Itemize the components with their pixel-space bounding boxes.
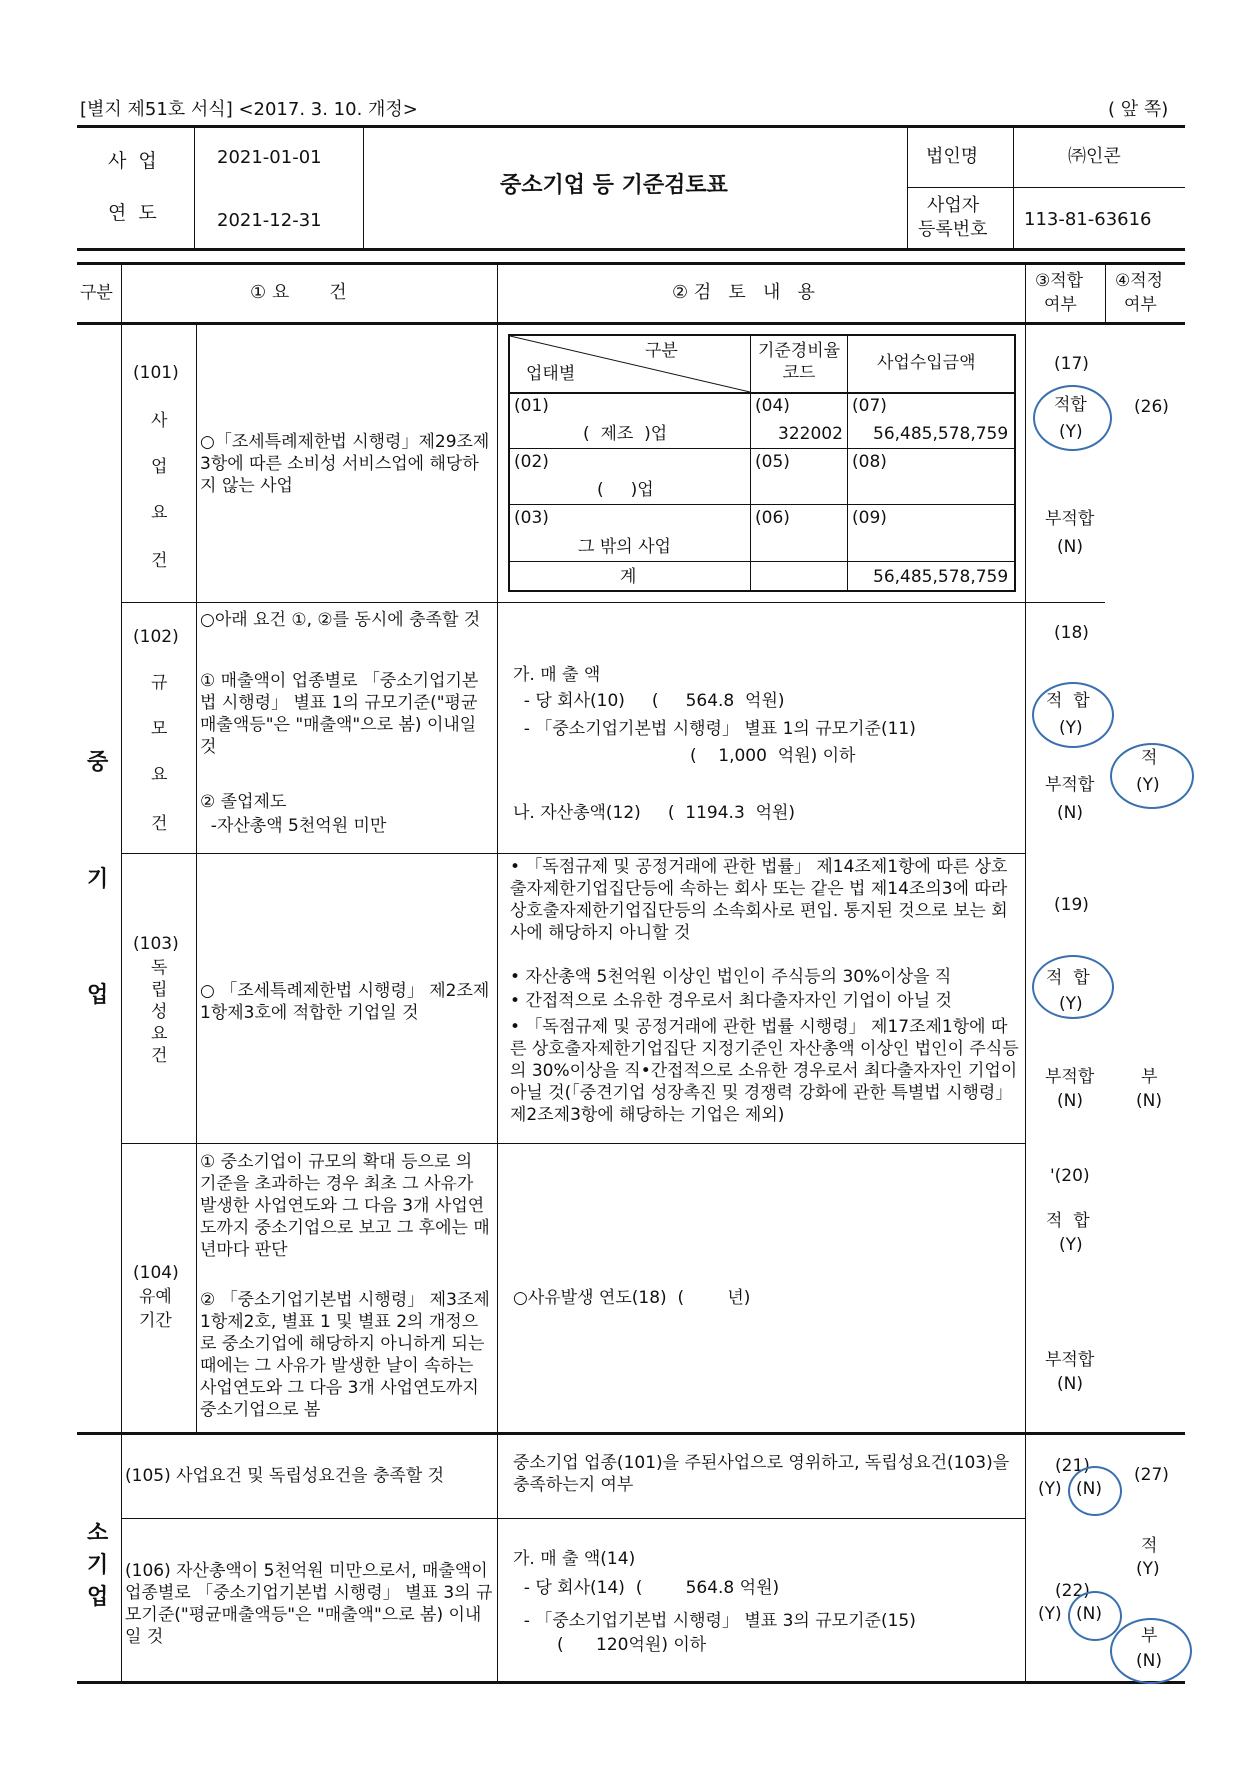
- r103-proper-no: 부: [1141, 1067, 1158, 1087]
- r102-req-1: ○아래 요건 ①, ②를 동시에 충족할 것: [200, 610, 481, 630]
- r103-fit-no-n: (N): [1057, 1091, 1083, 1111]
- r105-fit-y: (Y): [1038, 1479, 1062, 1499]
- table-bottom-rule: [77, 1681, 1185, 1684]
- r106-fit-y: (Y): [1038, 1604, 1062, 1624]
- col-requirement: ① 요 건: [250, 282, 347, 303]
- r103-name-2: 립: [151, 980, 168, 1000]
- r105-fit-code: (21): [1055, 1456, 1090, 1476]
- divider: [1025, 264, 1026, 1681]
- r103-name-3: 성: [151, 1002, 168, 1022]
- r104-name-2: 기간: [139, 1311, 172, 1331]
- page-side: ( 앞 쪽): [1108, 99, 1169, 120]
- divider: [907, 187, 1185, 188]
- r103-review-4: • 「독점규제 및 공정거래에 관한 법률 시행령」 제17조제1항에 따른 상호출자제한기업집단 지정기준인 자산총액 이상인 법인이 주식등의 30%이상을 직•간접적으로 소유한 경우로서 최다출자자인 기업이 아닐 것(「중견기업 성장촉진 및 경쟁력 강화에 관한 특별법 시행령」 제2조제3항에 해당하는 기업은 제외): [510, 1017, 1019, 1125]
- divider: [363, 127, 364, 248]
- r103-name-5: 건: [151, 1046, 168, 1066]
- r102-review-3: - 「중소기업기본법 시행령」 별표 1의 규모기준(11): [513, 719, 916, 739]
- r106-review-4: ( 120억원) 이하: [557, 1635, 707, 1655]
- r101-total-amount: 56,485,578,759: [873, 567, 1009, 587]
- r106-review-1: 가. 매 출 액(14): [513, 1549, 636, 1569]
- r102-fit-code: (18): [1054, 623, 1089, 643]
- r105-requirement: (105) 사업요건 및 독립성요건을 충족할 것: [125, 1466, 445, 1486]
- divider: [1105, 264, 1106, 324]
- biz-no-label-2: 등록번호: [918, 219, 988, 240]
- section-sme-1: 중: [87, 750, 109, 775]
- r102-name-2: 모: [151, 719, 168, 739]
- r101-fit-yes: 적합: [1054, 395, 1087, 415]
- r106-proper-yes-y: (Y): [1136, 1559, 1160, 1579]
- r101-name-1: 사: [151, 411, 168, 431]
- col-fit-1: ③적합: [1035, 271, 1084, 291]
- r104-fit-code: '(20): [1050, 1166, 1090, 1186]
- r105-proper-code: (27): [1134, 1465, 1169, 1485]
- page-title: 중소기업 등 기준검토표: [500, 173, 728, 198]
- r106-proper-yes: 적: [1141, 1536, 1158, 1556]
- divider: [510, 504, 1014, 505]
- r103-name-1: 독: [151, 958, 168, 978]
- r103-review-area: [502, 856, 1022, 1141]
- r101-row3-code-no: (06): [755, 508, 790, 528]
- r101-requirement: ○「조세특례제한법 시행령」제29조제3항에 따른 소비성 서비스업에 해당하지 않는 사업: [200, 432, 490, 496]
- r101-row1-amount: 56,485,578,759: [873, 424, 1009, 444]
- col-fit-2: 여부: [1044, 295, 1077, 315]
- r102-code: (102): [133, 627, 179, 647]
- divider: [847, 336, 848, 590]
- r104-code: (104): [133, 1263, 179, 1283]
- divider: [510, 561, 1014, 562]
- divider: [77, 1432, 1185, 1435]
- r101-fit-yes-y: (Y): [1059, 422, 1083, 442]
- corp-name-label: 법인명: [926, 146, 979, 167]
- r106-review-2: - 당 회사(14) ( 564.8 억원): [513, 1578, 780, 1598]
- r105-fit-selected-mark: [1068, 1466, 1122, 1516]
- col-proper-2: 여부: [1124, 295, 1157, 315]
- r101-total-label: 계: [620, 567, 637, 587]
- section-sme-2: 기: [87, 867, 109, 892]
- r102-req-3a: ② 졸업제도: [200, 792, 287, 812]
- divider: [121, 264, 122, 1681]
- col-review: ② 검 토 내 용: [672, 282, 815, 303]
- r102-fit-no-n: (N): [1057, 803, 1083, 823]
- divider: [121, 602, 1105, 603]
- r101-row1-code: 322002: [778, 424, 843, 444]
- r102-proper-yes-y: (Y): [1136, 775, 1160, 795]
- col-proper-1: ④적정: [1115, 271, 1164, 291]
- r102-name-1: 규: [151, 673, 168, 693]
- r102-fit-no: 부적합: [1045, 775, 1095, 795]
- r102-req-3b: -자산총액 5천억원 미만: [200, 816, 387, 836]
- r104-name-1: 유예: [139, 1287, 172, 1307]
- r101-row3-amt-no: (09): [852, 508, 887, 528]
- form-label: [별지 제51호 서식] <2017. 3. 10. 개정>: [80, 99, 418, 120]
- small-proper-selected-mark: [1110, 1618, 1192, 1684]
- r103-requirement: ○ 「조세특례제한법 시행령」 제2조제1항제3호에 적합한 기업일 것: [200, 981, 490, 1023]
- r101-row3-name: 그 밖의 사업: [578, 537, 671, 557]
- section-small-3: 업: [87, 1585, 109, 1610]
- r106-proper-no: 부: [1141, 1626, 1158, 1646]
- start-date: 2021-01-01: [217, 147, 322, 168]
- r101-row1-name: ( 제조 )업: [583, 424, 668, 444]
- r103-review-1: • 「독점규제 및 공정거래에 관한 법률」 제14조제1항에 따른 상호출자제한기업집단등에 속하는 회사 또는 같은 법 제14조의3에 따라 상호출자제한기업집단등의 소속회사로 편입. 통지된 것으로 보는 회사에 해당하지 아니할 것: [510, 857, 1008, 943]
- r101-row2-amt-no: (08): [852, 452, 887, 472]
- r106-fit-n: (N): [1076, 1604, 1102, 1624]
- r102-proper-yes: 적: [1141, 748, 1158, 768]
- year-label-2: 연 도: [108, 202, 157, 224]
- divider: [194, 127, 195, 248]
- r103-name-4: 요: [151, 1024, 168, 1044]
- divider: [121, 853, 1025, 854]
- r106-fit-code: (22): [1055, 1581, 1090, 1601]
- r104-fit-no: 부적합: [1045, 1350, 1095, 1370]
- r104-req-2: ② 「중소기업기본법 시행령」 제3조제1항제2호, 별표 1 및 별표 2의 개정으로 중소기업에 해당하지 아니하게 되는 때에는 그 사유가 발생한 날이 속하는 사업연도와 그 다음 3개 사업연도까지 중소기업으로 봄: [200, 1290, 490, 1420]
- year-label-1: 사 업: [108, 150, 157, 172]
- r103-fit-yes-y: (Y): [1059, 994, 1083, 1014]
- r103-fit-selected-mark: [1032, 955, 1114, 1019]
- section-small-2: 기: [87, 1553, 109, 1578]
- r103-review-3: • 간접적으로 소유한 경우로서 최다출자자인 기업이 아닐 것: [510, 991, 952, 1011]
- r101-fit-no: 부적합: [1045, 509, 1095, 529]
- r102-fit-yes-y: (Y): [1059, 718, 1083, 738]
- r104-fit-yes: 적 합: [1046, 1211, 1090, 1231]
- r102-name-4: 건: [151, 814, 168, 834]
- r103-review-2: • 자산총액 5천억원 이상인 법인이 주식등의 30%이상을 직: [510, 967, 952, 987]
- r104-req-1: ① 중소기업이 규모의 확대 등으로 의 기준을 초과하는 경우 최초 그 사유가 발생한 사업연도와 그 다음 3개 사업연도까지 중소기업으로 보고 그 후에는 매년마다 판단: [200, 1152, 490, 1260]
- r104-fit-no-n: (N): [1057, 1374, 1083, 1394]
- divider: [497, 264, 498, 1681]
- r106-proper-no-n: (N): [1136, 1651, 1162, 1671]
- r106-review-3: - 「중소기업기본법 시행령」 별표 3의 규모기준(15): [513, 1611, 916, 1631]
- r101-head-diag-top: 구분: [645, 341, 678, 361]
- table-top-rule: [77, 262, 1185, 265]
- r102-review-4: ( 1,000 억원) 이하: [690, 746, 856, 766]
- r105-review: 중소기업 업종(101)을 주된사업으로 영위하고, 독립성요건(103)을 충족하는지 여부: [513, 1453, 1010, 1495]
- r102-review-2: - 당 회사(10) ( 564.8 억원): [513, 691, 785, 711]
- r101-fit-selected-mark: [1033, 385, 1112, 451]
- r102-req-2: ① 매출액이 업종별로 「중소기업기본법 시행령」 별표 1의 규모기준("평균매출액등"은 "매출액"으로 봄) 이내일 것: [200, 671, 479, 757]
- r103-fit-code: (19): [1054, 895, 1089, 915]
- r102-review-5: 나. 자산총액(12) ( 1194.3 억원): [513, 803, 796, 823]
- section-small-1: 소: [87, 1521, 109, 1546]
- biz-no-label-1: 사업자: [927, 195, 980, 216]
- biz-no: 113-81-63616: [1024, 209, 1152, 230]
- r101-name-2: 업: [151, 457, 168, 477]
- table-header-rule: [77, 322, 1185, 325]
- r101-head-diag-bottom: 업태별: [526, 364, 576, 384]
- r101-name-3: 요: [151, 503, 168, 523]
- r106-requirement: (106) 자산총액이 5천억원 미만으로서, 매출액이 업종별로 「중소기업기본법 시행령」 별표 3의 규모기준("평균매출액등"은 "매출액"으로 봄) 이내일 것: [125, 1561, 493, 1647]
- r101-proper-code: (26): [1134, 397, 1169, 417]
- r101-row1-no: (01): [514, 396, 549, 416]
- r101-fit-code: (17): [1054, 354, 1089, 374]
- r103-fit-no: 부적합: [1045, 1067, 1095, 1087]
- r103-fit-yes: 적 합: [1046, 968, 1090, 988]
- r103-code: (103): [133, 934, 179, 954]
- header-bottom-rule: [77, 248, 1185, 251]
- r101-name-4: 건: [151, 551, 168, 571]
- r102-fit-yes: 적 합: [1046, 691, 1090, 711]
- divider: [510, 392, 1014, 394]
- r102-review-1: 가. 매 출 액: [513, 665, 601, 685]
- r101-row3-no: (03): [514, 508, 549, 528]
- divider: [196, 324, 197, 1432]
- r102-name-3: 요: [151, 765, 168, 785]
- r101-code: (101): [133, 363, 179, 383]
- r101-row2-code-no: (05): [755, 452, 790, 472]
- r101-fit-no-n: (N): [1057, 537, 1083, 557]
- r104-fit-yes-y: (Y): [1059, 1235, 1083, 1255]
- section-sme-3: 업: [87, 983, 109, 1008]
- r101-row2-name: ( )업: [597, 480, 654, 500]
- divider: [121, 1143, 1025, 1144]
- corp-name: ㈜인콘: [1068, 146, 1121, 167]
- r103-proper-no-n: (N): [1136, 1091, 1162, 1111]
- divider: [750, 336, 751, 590]
- divider: [121, 1518, 1025, 1519]
- r101-head-amount: 사업수입금액: [877, 353, 976, 373]
- sme-proper-selected-mark: [1110, 743, 1194, 809]
- divider: [510, 448, 1014, 449]
- r101-row1-amt-no: (07): [852, 396, 887, 416]
- r105-fit-n: (N): [1076, 1479, 1102, 1499]
- r106-fit-selected-mark: [1068, 1591, 1122, 1641]
- r104-review: ○사유발생 연도(18) ( 년): [513, 1288, 751, 1308]
- r101-row2-no: (02): [514, 452, 549, 472]
- r102-fit-selected-mark: [1032, 682, 1114, 748]
- header-top-rule: [77, 125, 1185, 128]
- col-category: 구분: [80, 283, 113, 303]
- end-date: 2021-12-31: [217, 210, 322, 231]
- r101-head-code: 기준경비율코드: [757, 341, 841, 383]
- r101-row1-code-no: (04): [755, 396, 790, 416]
